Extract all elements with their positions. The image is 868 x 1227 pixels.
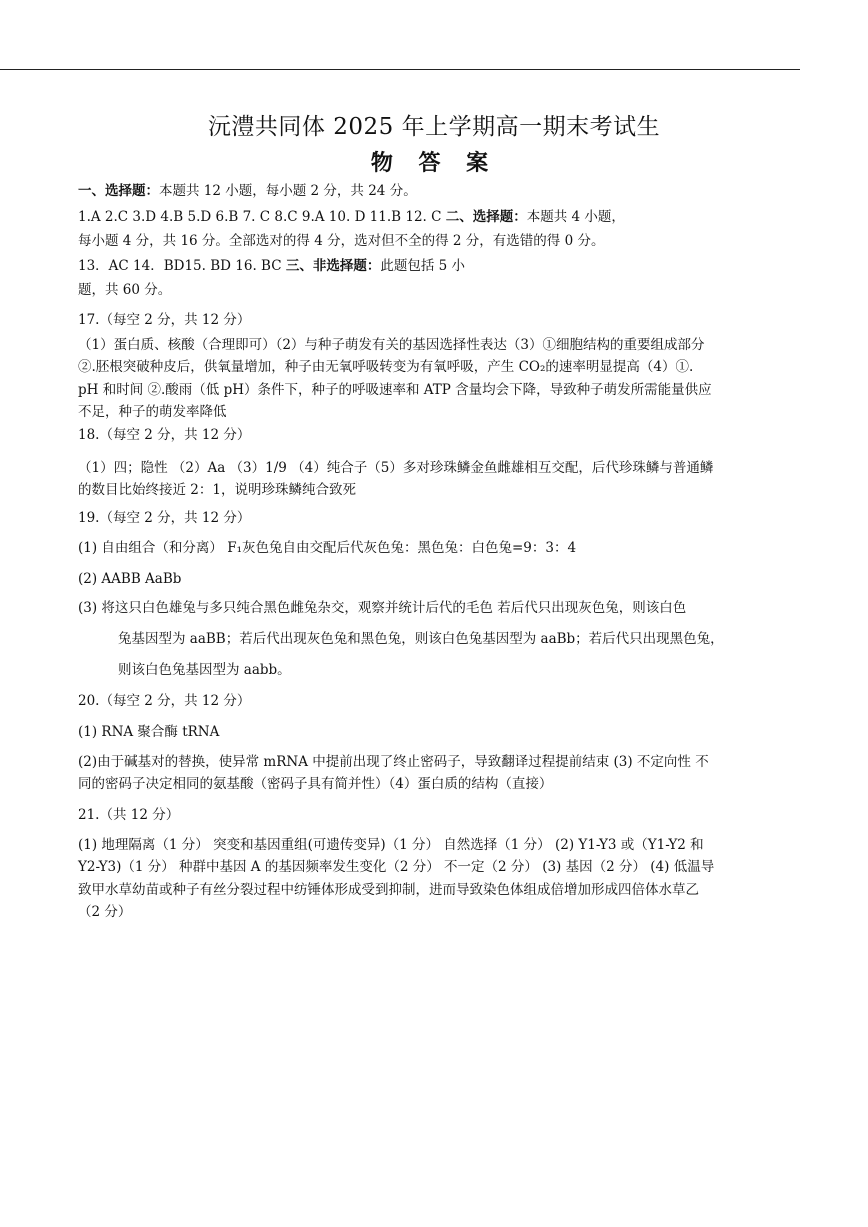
line-text: 的数目比始终接近 2：1，说明珍珠鳞纯合致死	[78, 482, 356, 498]
line-text: 1.A 2.C 3.D 4.B 5.D 6.B 7. C 8.C 9.A 10. D 11.B 12. C	[78, 209, 446, 225]
q17-line-4	[78, 402, 790, 422]
line-text: 同的密码子决定相同的氨基酸（密码子具有简并性）（4）蛋白质的结构（直接）	[78, 776, 553, 792]
page-subtitle: 物 答 案	[370, 150, 498, 176]
q18-heading	[78, 425, 790, 445]
section-heading-text: 二、选择题：	[445, 209, 527, 225]
q21-heading	[78, 805, 790, 825]
q19-line-5	[118, 660, 830, 680]
q19-line-2	[78, 569, 790, 589]
q19-line-1	[78, 538, 790, 558]
q17-line-3	[78, 380, 790, 400]
line-multi-answers	[78, 256, 790, 276]
q19-line-3	[78, 598, 790, 618]
q21-line-2	[78, 857, 790, 877]
section-heading-text: 一、选择题：	[78, 183, 159, 199]
line-text: (2)由于碱基对的替换，使异常 mRNA 中提前出现了终止密码子，导致翻译过程提前结束 (3) 不定向性 不	[78, 754, 709, 770]
line-text: 18.（每空 2 分，共 12 分）	[78, 427, 251, 443]
q17-line-2	[78, 357, 790, 377]
line-text: 兔基因型为 aaBB；若后代出现灰色兔和黑色兔，则该白色兔基因型为 aaBb；若后代只出现黑色兔，	[118, 631, 724, 647]
line-text: Y2-Y3)（1 分） 种群中基因 A 的基因频率发生变化（2 分） 不一定（2 分） (3) 基因（2 分） (4) 低温导	[78, 859, 715, 875]
line-text: (1) 自由组合（和分离） F₁灰色兔自由交配后代灰色兔：黑色兔：白色兔=9：3：4	[78, 540, 577, 556]
q20-line-1	[78, 722, 790, 742]
line-text: (2) AABB AaBb	[78, 571, 182, 587]
line-text: (1) 地理隔离（1 分） 突变和基因重组(可遗传变异)（1 分） 自然选择（1 分） (2) Y1-Y3 或（Y1-Y2 和	[78, 837, 704, 853]
line-text: 19.（每空 2 分，共 12 分）	[78, 510, 251, 526]
q20-line-2	[78, 752, 790, 772]
q18-line-1	[78, 458, 790, 478]
line-text: （2 分）	[78, 904, 132, 920]
line-section-1	[78, 181, 790, 201]
section-heading-text: 三、非选择题：	[285, 258, 381, 274]
line-text: （1）四；隐性 （2）Aa （3）1/9 （4）纯合子（5）多对珍珠鳞金鱼雌雄相互交配，后代珍珠鳞与普通鳞	[78, 460, 714, 476]
line-text: 20.（每空 2 分，共 12 分）	[78, 693, 251, 709]
line-text: 则该白色兔基因型为 aabb。	[118, 662, 291, 678]
line-text: 致甲水草幼苗或种子有丝分裂过程中纺锤体形成受到抑制，进而导致染色体组成倍增加形成四倍体水草乙	[78, 882, 699, 898]
q20-heading	[78, 691, 790, 711]
line-text: 本题共 4 小题，	[526, 209, 625, 225]
q17-line-1	[78, 335, 790, 355]
line-text: 21.（共 12 分）	[78, 807, 180, 823]
line-text: 题，共 60 分。	[78, 282, 172, 298]
top-rule	[0, 69, 800, 70]
line-text: 17.（每空 2 分，共 12 分）	[78, 312, 251, 328]
line-text: 不足，种子的萌发率降低	[78, 404, 227, 420]
q18-line-2	[78, 480, 790, 500]
q19-heading	[78, 508, 790, 528]
line-text: （1）蛋白质、核酸（合理即可）（2）与种子萌发有关的基因选择性表达（3）①细胞结构的重要组成部分	[78, 337, 705, 353]
q21-line-4	[78, 902, 790, 922]
line-text: 此题包括 5 小	[380, 258, 465, 274]
line-text: 每小题 4 分，共 16 分。全部选对的得 4 分，选对但不全的得 2 分，有选错的得 0 分。	[78, 233, 605, 249]
page-title: 沅澧共同体 2025 年上学期高一期末考试生	[207, 114, 661, 140]
line-section-2-rules	[78, 231, 790, 251]
q17-heading	[78, 310, 790, 330]
line-text: (3) 将这只白色雄兔与多只纯合黑色雌兔杂交，观察并统计后代的毛色 若后代只出现灰色兔，则该白色	[78, 600, 687, 616]
line-section-3-total	[78, 280, 790, 300]
q21-line-3	[78, 880, 790, 900]
line-text: pH 和时间 ②.酸雨（低 pH）条件下，种子的呼吸速率和 ATP 含量均会下降，导致种子萌发所需能量供应	[78, 382, 712, 398]
q19-line-4	[118, 629, 830, 649]
line-text: (1) RNA 聚合酶 tRNA	[78, 724, 220, 740]
q20-line-3	[78, 774, 790, 794]
line-text: 本题共 12 小题，每小题 2 分，共 24 分。	[159, 183, 417, 199]
line-text: 13．AC 14．BD15. BD 16. BC	[78, 258, 286, 274]
q21-line-1	[78, 835, 790, 855]
line-choice-answers	[78, 207, 790, 227]
line-text: ②.胚根突破种皮后，供氧量增加，种子由无氧呼吸转变为有氧呼吸，产生 CO₂的速率明显提高（4）①.	[78, 359, 694, 375]
